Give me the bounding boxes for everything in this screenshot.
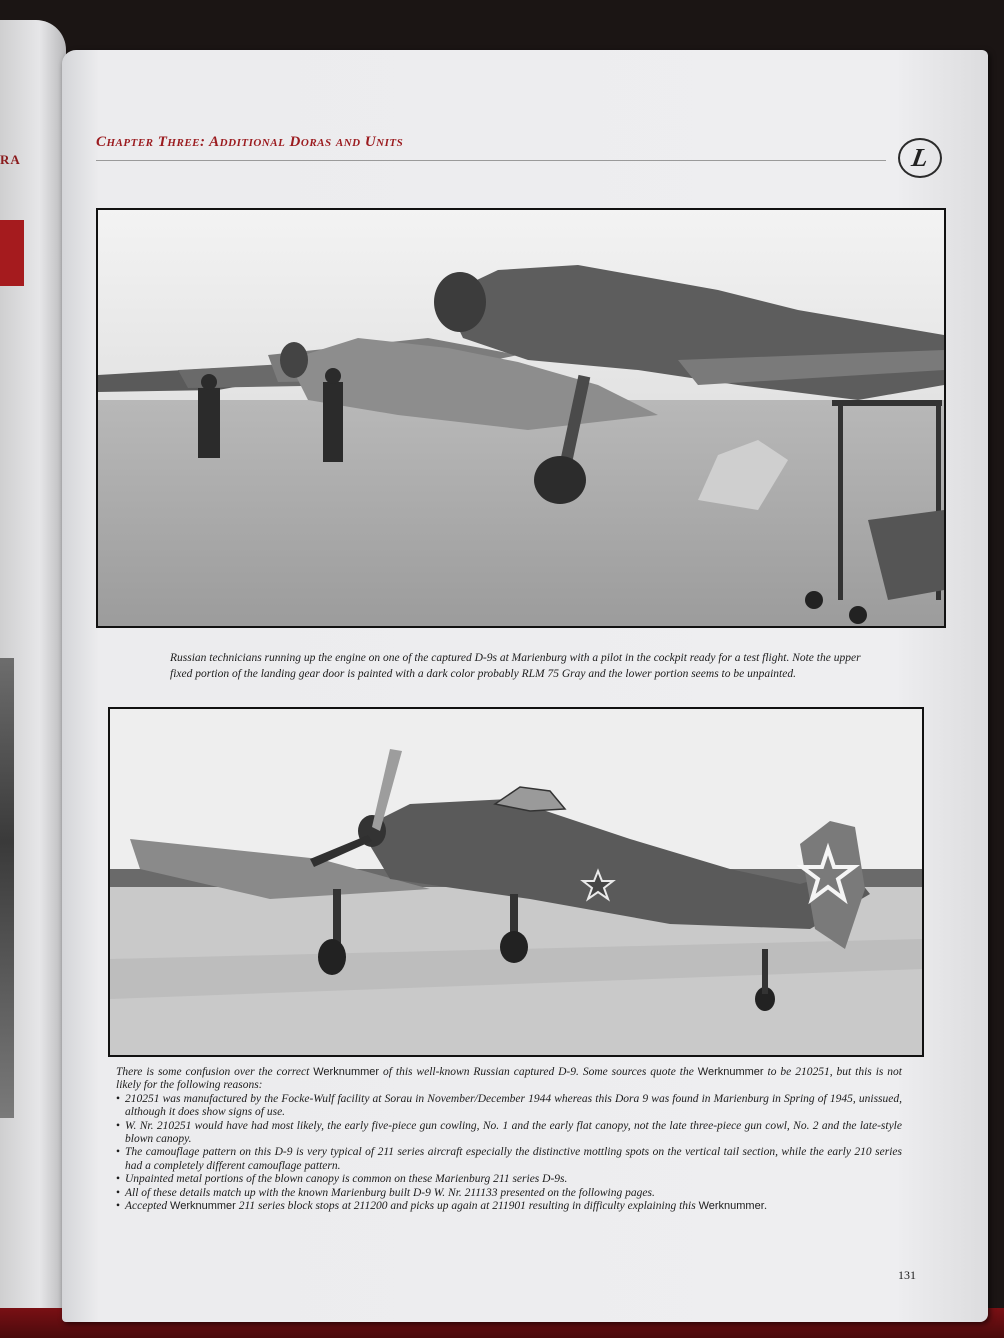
last-text-1: Accepted: [125, 1200, 171, 1213]
facing-page: [0, 20, 66, 1320]
photo-1-image: [98, 210, 944, 626]
intro-text-1: There is some confusion over the correct: [116, 1066, 314, 1078]
intro-text-3: to be 210251, but this is not likely for the following reasons:: [116, 1066, 902, 1092]
page-number: 131: [898, 1268, 916, 1282]
last-text-2: 211 series block stops at 211200 and picks up again at 211901 resulting in difficulty explaining this: [235, 1200, 699, 1213]
list-item: • All of these details match up with the known Marienburg built D-9 W. Nr. 211133 presented on the following pages.: [116, 1187, 902, 1200]
list-item: • 210251 was manufactured by the Focke-Wulf facility at Sorau in November/December 1944 whereas this Dora 9 was found in Marienburg in Spring of 1945, unissued, although it does show signs of use.: [116, 1093, 902, 1120]
list-item: • Unpainted metal portions of the blown canopy is common on these Marienburg 211 series D-9s.: [116, 1173, 902, 1186]
list-item: • The camouflage pattern on this D-9 is very typical of 211 series aircraft especially the distinctive mottling spots on the vertical tail section, while the early 210 series had a completely different camouflage pattern.: [116, 1146, 902, 1173]
list-item: • W. Nr. 210251 would have had most likely, the early five-piece gun cowling, No. 1 and the early flat canopy, not the late three-piece gun cowl, No. 2 and the late-style blown canopy.: [116, 1120, 902, 1147]
facing-page-red-tab: [0, 220, 24, 286]
logo-letter: L: [909, 143, 931, 172]
photo-russian-technicians: [96, 208, 946, 628]
reasons-list: [116, 1093, 902, 1214]
facing-page-header: RA: [0, 152, 21, 167]
header-divider: [96, 160, 886, 161]
photo-captured-d9: [108, 707, 924, 1057]
photo-2-image: [110, 709, 922, 1055]
werknummer-term: Werknummer: [313, 1066, 380, 1078]
publisher-logo-icon: [898, 138, 942, 178]
photo-1-caption: Russian technicians running up the engine on one of the captured D-9s at Marienburg with a pilot in the cockpit ready for a test flight. Note the upper fixed portion of the landing gear door is painted with a dark color probably RLM 75 Gray and the lower portion seems to be unpainted.: [170, 652, 861, 680]
intro-text-2: of this well-known Russian captured D-9. Some sources quote the: [379, 1066, 698, 1078]
book-page: [62, 50, 988, 1322]
facing-page-photo-edge: [0, 658, 14, 1118]
werknummer-term: Werknummer: [698, 1200, 765, 1213]
body-intro: [116, 1066, 902, 1093]
chapter-title: Chapter Three: Additional Doras and Units: [96, 134, 404, 150]
list-item: [116, 1200, 902, 1213]
body-text: [116, 1066, 902, 1213]
werknummer-term: Werknummer: [697, 1066, 764, 1078]
werknummer-term: Werknummer: [170, 1200, 236, 1213]
last-text-3: .: [764, 1200, 768, 1213]
